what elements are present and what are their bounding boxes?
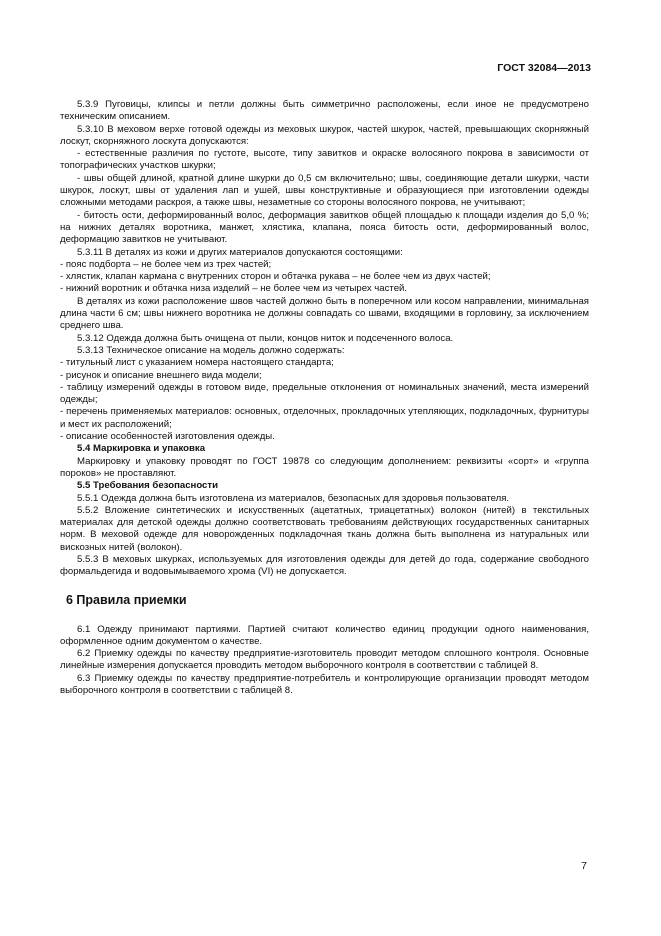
- clause-6-2: 6.2 Приемку одежды по качеству предприятие-изготовитель проводит методом сплошного контроля. Основные линейные измерения допускается проводить методом выборочного контроля в соответствии с таблицей 8.: [60, 648, 589, 672]
- section-heading-5-4: 5.4 Маркировка и упаковка: [77, 443, 206, 455]
- list-item: - естественные различия по густоте, высоте, типу завитков и окраске волосяного покрова в зависимости от топографических участков шкурки;: [60, 148, 589, 172]
- document-body: [60, 99, 589, 697]
- section-heading-5-5: 5.5 Требования безопасности: [77, 480, 218, 492]
- clause-6-3: 6.3 Приемку одежды по качеству предприятие-потребитель и контролирующие организации проводят методом выборочного контроля в соответствии с таблицей 8.: [60, 672, 589, 697]
- list-item: - хлястик, клапан кармана с внутренних сторон и обтачка рукава – не более чем из двух частей;: [60, 271, 491, 283]
- list-item: - описание особенностей изготовления одежды.: [60, 431, 275, 443]
- standard-header: ГОСТ 32084—2013: [497, 62, 591, 74]
- clause-5-3-10: 5.3.10 В меховом верхе готовой одежды из меховых шкурок, частей шкурок, частей, превышающих скорняжный лоскут, скорняжного лоскута допускаются:: [60, 123, 589, 147]
- list-item: - титульный лист с указанием номера настоящего стандарта;: [60, 357, 334, 369]
- list-item: - швы общей длиной, кратной длине шкурки до 0,5 см включительно; швы, соединяющие детали шкурки, части шкурок, лоскут, швы от удаления лап и ушей, швы конструктивные и образующиеся при изготовлении одежды сложными методами раскроя, а также швы, незаметные со стороны волосяного покрова, не учитывают;: [60, 172, 589, 209]
- clause-5-3-12: 5.3.12 Одежда должна быть очищена от пыли, концов ниток и подсеченного волоса.: [77, 332, 454, 344]
- list-item: - битость ости, деформированный волос, деформация завитков общей площадью к площади изделия до 5,0 %; на нижних деталях воротника, манжет, хлястика, клапана, пояса битость ости, деформированный волос, деформацию завитков не учитывают.: [60, 209, 589, 246]
- list-item: - пояс подборта – не более чем из трех частей;: [60, 258, 272, 270]
- list-item: - перечень применяемых материалов: основных, отделочных, прокладочных утепляющих, подкладочных, фурнитуры и мест их расположений;: [60, 406, 589, 430]
- list-item: - таблицу измерений одежды в готовом виде, предельные отклонения от номинальных значений, места измерений одежды;: [60, 381, 589, 406]
- section-title-6: 6 Правила приемки: [66, 592, 187, 607]
- clause-5-5-2: 5.5.2 Вложение синтетических и искусственных (ацетатных, триацетатных) волокон (нитей) в текстильных материалах для детской одежды должно соответствовать требованиям действующих государственных санитарных норм. В меховой одежде для новорожденных подкладочная ткань должна быть выполнена из натуральных или вискозных нитей (волокон).: [60, 504, 589, 553]
- clause-5-5-3: 5.5.3 В меховых шкурках, используемых для изготовления одежды для детей до года, содержание свободного формальдегида и водовымываемого хрома (VI) не допускается.: [60, 553, 589, 578]
- clause-6-1: 6.1 Одежду принимают партиями. Партией считают количество единиц продукции одного наименования, оформленное одним документом о качестве.: [60, 623, 589, 647]
- clause-5-3-11: 5.3.11 В деталях из кожи и других материалов допускаются состоящими:: [77, 246, 403, 258]
- paragraph: В деталях из кожи расположение швов частей должно быть в поперечном или косом направлении, минимальная длина части 6 см; швы нижнего воротника не должны совпадать со швами, входящими в горловину, за исключением среднего шва.: [60, 295, 589, 332]
- clause-5-5-1: 5.5.1 Одежда должна быть изготовлена из материалов, безопасных для здоровья пользователя.: [77, 492, 510, 504]
- clause-5-3-13: 5.3.13 Техническое описание на модель должно содержать:: [77, 344, 345, 356]
- list-item: - рисунок и описание внешнего вида модели;: [60, 369, 262, 381]
- paragraph: Маркировку и упаковку проводят по ГОСТ 19878 со следующим дополнением: реквизиты «сорт» и «группа пороков» не проставляют.: [60, 455, 589, 479]
- list-item: - нижний воротник и обтачка низа изделий – не более чем из четырех частей.: [60, 283, 408, 295]
- page-number: 7: [581, 860, 587, 872]
- clause-5-3-9: 5.3.9 Пуговицы, клипсы и петли должны быть симметрично расположены, если иное не предусмотрено техническим описанием.: [60, 99, 589, 123]
